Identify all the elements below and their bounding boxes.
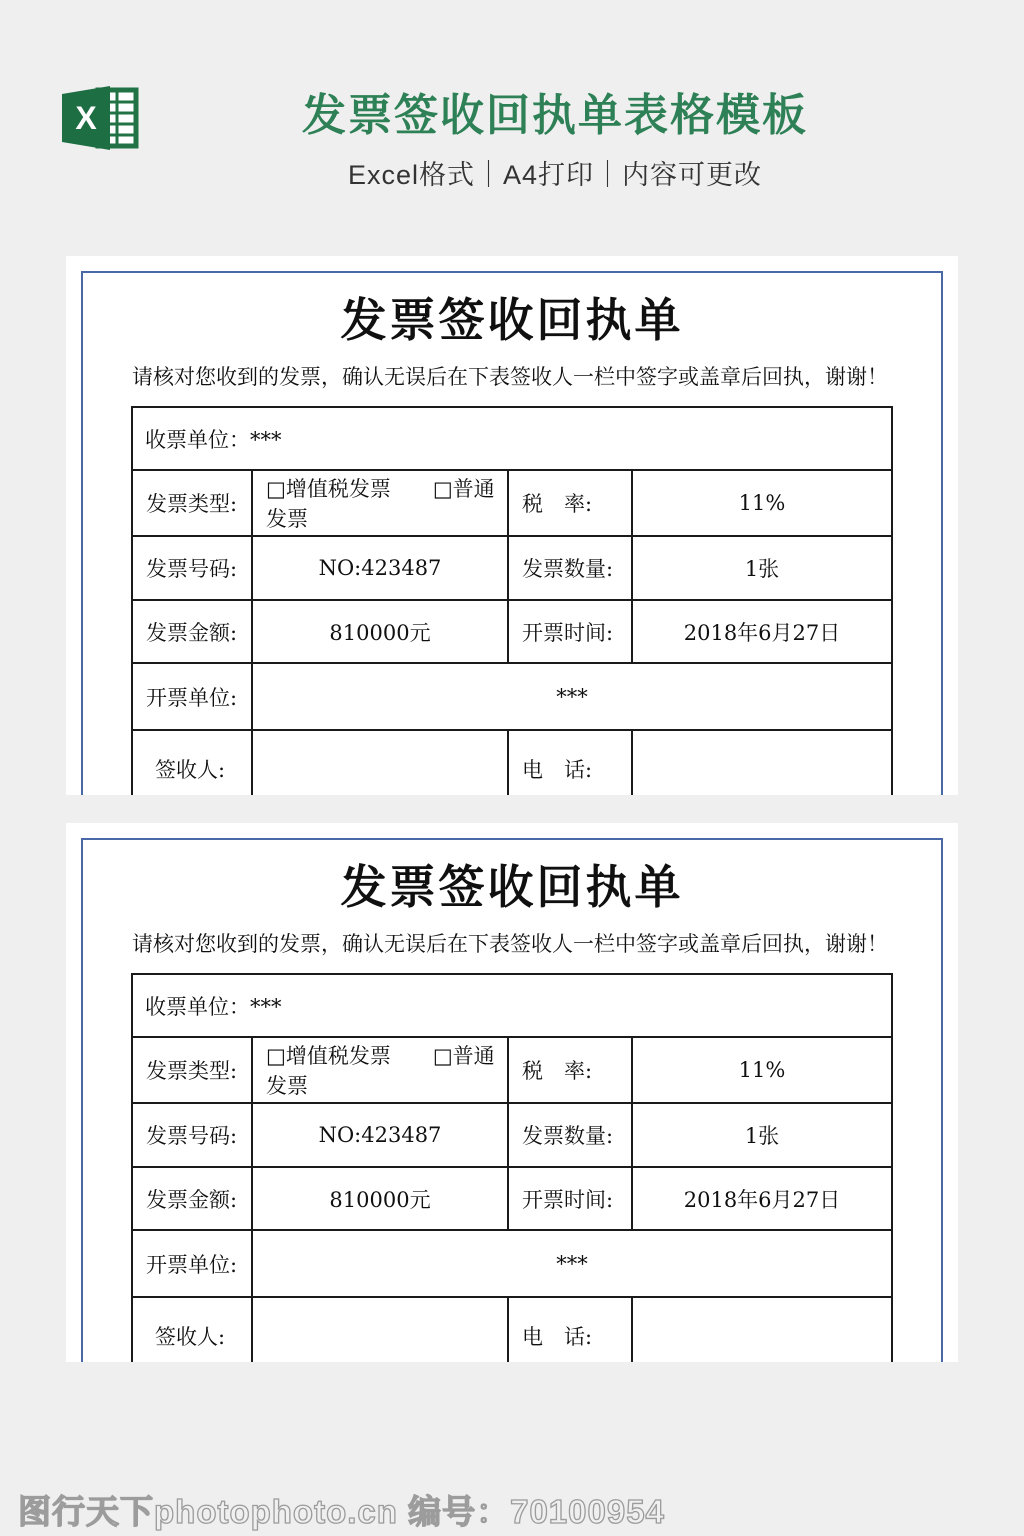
form-note: 请核对您收到的发票，确认无误后在下表签收人一栏中签字或盖章后回执，谢谢！ [132,365,888,389]
table-row-signer [132,1297,892,1362]
signer-value [252,730,508,795]
tax-rate-value: 11% [632,470,892,536]
table-row-invoice-number [132,536,892,600]
issue-date-label: 开票时间: [508,600,632,663]
invoice-count-value: 1张 [632,536,892,600]
table-row-invoice-amount [132,600,892,663]
page-subtitle: Excel格式｜A4打印｜内容可更改 [347,160,763,191]
form-note: 请核对您收到的发票，确认无误后在下表签收人一栏中签字或盖章后回执，谢谢！ [132,932,888,956]
issue-date-label: 开票时间: [508,1167,632,1230]
invoice-type-label: 发票类型: [132,1037,252,1103]
table-row-issuing-unit [132,1230,892,1297]
form-page-preview-1 [66,256,958,795]
signer-label: 签收人: [132,1297,252,1362]
receiving-unit-label: 收票单位： [145,427,250,452]
table-row-receiving-unit [132,407,892,470]
header-text-block [110,92,1000,192]
table-row-issuing-unit [132,663,892,730]
invoice-table [131,973,893,1362]
invoice-amount-label: 发票金额: [132,1167,252,1230]
site-watermark: 图行天下photophoto.cn 编号：70100954 [18,1493,665,1530]
issuing-unit-value: *** [252,1230,892,1297]
invoice-count-value: 1张 [632,1103,892,1167]
invoice-count-label: 发票数量: [508,536,632,600]
form-title: 发票签收回执单 [340,860,684,914]
issuing-unit-label: 开票单位: [132,663,252,730]
receiving-unit-cell [132,407,892,470]
page-title: 发票签收回执单表格模板 [302,91,808,140]
form-title: 发票签收回执单 [340,293,684,347]
receiving-unit-value: *** [250,427,282,452]
tax-rate-value: 11% [632,1037,892,1103]
phone-label: 电 话: [508,730,632,795]
table-row-receiving-unit [132,974,892,1037]
table-row-invoice-type [132,1037,892,1103]
issuing-unit-label: 开票单位: [132,1230,252,1297]
signer-label: 签收人: [132,730,252,795]
invoice-type-label: 发票类型: [132,470,252,536]
receiving-unit-label: 收票单位： [145,994,250,1019]
issue-date-value: 2018年6月27日 [632,600,892,663]
invoice-amount-label: 发票金额: [132,600,252,663]
table-row-signer [132,730,892,795]
receiving-unit-cell [132,974,892,1037]
issue-date-value: 2018年6月27日 [632,1167,892,1230]
phone-label: 电 话: [508,1297,632,1362]
table-row-invoice-type [132,470,892,536]
tax-rate-label: 税 率: [508,470,632,536]
invoice-number-value: NO:423487 [252,536,508,600]
issuing-unit-value: *** [252,663,892,730]
table-row-invoice-amount [132,1167,892,1230]
phone-value [632,1297,892,1362]
invoice-amount-value: 810000元 [252,1167,508,1230]
form-page-preview-2 [66,823,958,1362]
invoice-amount-value: 810000元 [252,600,508,663]
table-row-invoice-number [132,1103,892,1167]
invoice-number-value: NO:423487 [252,1103,508,1167]
invoice-number-label: 发票号码: [132,1103,252,1167]
excel-letter: X [75,100,97,136]
tax-rate-label: 税 率: [508,1037,632,1103]
invoice-type-options: □增值税发票 □普通发票 [252,470,508,536]
signer-value [252,1297,508,1362]
invoice-count-label: 发票数量: [508,1103,632,1167]
invoice-number-label: 发票号码: [132,536,252,600]
invoice-type-options: □增值税发票 □普通发票 [252,1037,508,1103]
invoice-table [131,406,893,795]
phone-value [632,730,892,795]
receiving-unit-value: *** [250,994,282,1019]
